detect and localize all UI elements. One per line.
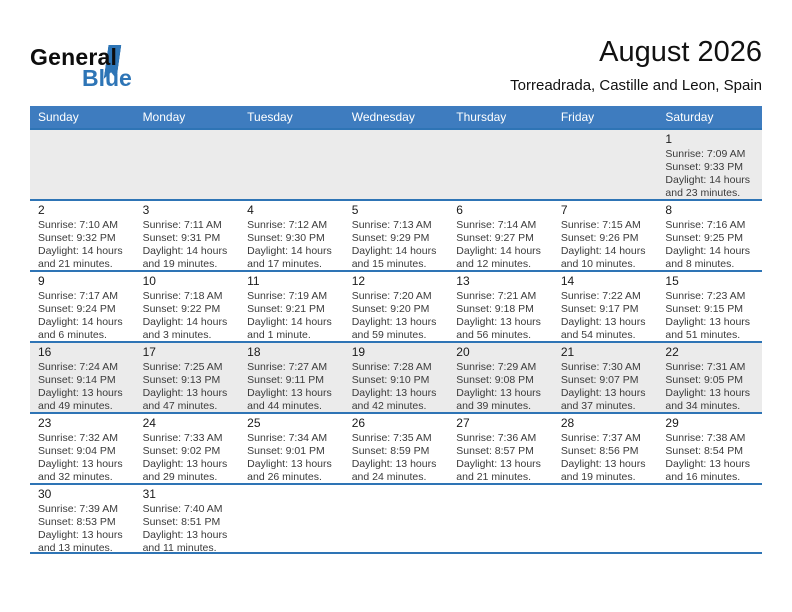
- sunrise-text: Sunrise: 7:14 AM: [456, 219, 537, 231]
- daylight-text-line2: and 39 minutes.: [456, 400, 531, 412]
- day-number: 14: [560, 274, 575, 288]
- calendar-grid: [30, 106, 762, 554]
- daylight-text-line1: Daylight: 14 hours: [665, 245, 751, 257]
- sunrise-text: Sunrise: 7:23 AM: [665, 290, 746, 302]
- sunrise-text: Sunrise: 7:20 AM: [351, 290, 432, 302]
- day-cell-5: [344, 201, 449, 270]
- day-cell-4: [239, 201, 344, 270]
- day-cell-6: [448, 201, 553, 270]
- day-number: 26: [351, 416, 366, 430]
- daylight-text-line2: and 19 minutes.: [560, 471, 636, 483]
- sunset-text: Sunset: 8:51 PM: [142, 516, 221, 528]
- daylight-text-line1: Daylight: 14 hours: [38, 316, 123, 328]
- day-cell-14: [553, 272, 658, 341]
- sunset-text: Sunset: 9:07 PM: [560, 374, 639, 386]
- weekday-header-monday: Monday: [142, 110, 186, 124]
- day-cell-31: [135, 485, 240, 552]
- daylight-text-line1: Daylight: 14 hours: [247, 316, 332, 328]
- day-cell-16: [30, 343, 135, 412]
- day-number: 27: [456, 416, 470, 430]
- day-number: 3: [142, 203, 150, 217]
- daylight-text-line2: and 21 minutes.: [456, 471, 531, 483]
- empty-cell: [239, 130, 344, 199]
- sunrise-text: Sunrise: 7:38 AM: [665, 432, 746, 444]
- empty-cell: [239, 485, 344, 552]
- week-row-2: [30, 199, 762, 270]
- day-cell-25: [239, 414, 344, 483]
- sunset-text: Sunset: 9:05 PM: [665, 374, 744, 386]
- daylight-text-line1: Daylight: 13 hours: [665, 458, 751, 470]
- daylight-text-line2: and 12 minutes.: [456, 258, 531, 270]
- sunset-text: Sunset: 9:32 PM: [38, 232, 116, 244]
- weekday-header-tuesday: Tuesday: [247, 110, 293, 124]
- daylight-text-line2: and 54 minutes.: [560, 329, 636, 341]
- month-title: August 2026: [599, 36, 762, 68]
- daylight-text-line1: Daylight: 14 hours: [456, 245, 541, 257]
- sunrise-text: Sunrise: 7:13 AM: [351, 219, 432, 231]
- sunset-text: Sunset: 9:11 PM: [247, 374, 324, 386]
- sunset-text: Sunset: 9:30 PM: [247, 232, 325, 244]
- empty-cell: [657, 485, 762, 552]
- header-titles: [510, 36, 762, 94]
- daylight-text-line2: and 11 minutes.: [142, 542, 217, 552]
- day-number: 24: [142, 416, 156, 430]
- logo-text-blue: Blue: [82, 65, 132, 91]
- sunset-text: Sunset: 9:14 PM: [38, 374, 116, 386]
- daylight-text-line1: Daylight: 13 hours: [665, 316, 751, 328]
- sunrise-text: Sunrise: 7:12 AM: [247, 219, 328, 231]
- daylight-text-line1: Daylight: 13 hours: [142, 387, 228, 399]
- sunset-text: Sunset: 9:33 PM: [665, 161, 744, 173]
- empty-cell: [553, 485, 658, 552]
- day-number: 23: [38, 416, 52, 430]
- daylight-text-line2: and 1 minute.: [247, 329, 311, 341]
- daylight-text-line1: Daylight: 13 hours: [38, 529, 123, 541]
- weekday-header-wednesday: Wednesday: [351, 110, 415, 124]
- daylight-text-line1: Daylight: 13 hours: [38, 387, 123, 399]
- daylight-text-line1: Daylight: 13 hours: [665, 387, 751, 399]
- sunset-text: Sunset: 8:56 PM: [560, 445, 639, 457]
- week-row-3: [30, 270, 762, 341]
- sunset-text: Sunset: 9:17 PM: [560, 303, 639, 315]
- day-number: 7: [560, 203, 568, 217]
- day-cell-18: [239, 343, 344, 412]
- sunrise-text: Sunrise: 7:28 AM: [351, 361, 432, 373]
- sunrise-text: Sunrise: 7:30 AM: [560, 361, 641, 373]
- sunset-text: Sunset: 9:02 PM: [142, 445, 221, 457]
- empty-cell: [135, 130, 240, 199]
- week-row-5: [30, 412, 762, 483]
- day-cell-1: [657, 130, 762, 199]
- sunset-text: Sunset: 9:21 PM: [247, 303, 325, 315]
- sunrise-text: Sunrise: 7:21 AM: [456, 290, 537, 302]
- day-number: 8: [665, 203, 673, 217]
- day-cell-26: [344, 414, 449, 483]
- day-number: 2: [38, 203, 45, 217]
- day-cell-13: [448, 272, 553, 341]
- sunset-text: Sunset: 9:15 PM: [665, 303, 744, 315]
- sunrise-text: Sunrise: 7:29 AM: [456, 361, 537, 373]
- day-number: 12: [351, 274, 366, 288]
- logo-text-general: General: [30, 44, 118, 70]
- daylight-text-line2: and 24 minutes.: [351, 471, 427, 483]
- sunrise-text: Sunrise: 7:31 AM: [665, 361, 746, 373]
- sunrise-text: Sunrise: 7:19 AM: [247, 290, 328, 302]
- sunrise-text: Sunrise: 7:34 AM: [247, 432, 328, 444]
- day-number: 21: [560, 345, 575, 359]
- sunset-text: Sunset: 9:29 PM: [351, 232, 430, 244]
- daylight-text-line2: and 17 minutes.: [247, 258, 322, 270]
- empty-cell: [30, 130, 135, 199]
- daylight-text-line1: Daylight: 13 hours: [560, 387, 646, 399]
- sunrise-text: Sunrise: 7:22 AM: [560, 290, 641, 302]
- day-number: 30: [38, 487, 52, 501]
- sunset-text: Sunset: 8:54 PM: [665, 445, 744, 457]
- sunset-text: Sunset: 9:18 PM: [456, 303, 534, 315]
- daylight-text-line2: and 51 minutes.: [665, 329, 741, 341]
- empty-cell: [344, 485, 449, 552]
- location-subtitle: Torreadrada, Castille and Leon, Spain: [510, 77, 762, 94]
- daylight-text-line2: and 42 minutes.: [351, 400, 427, 412]
- day-number: 18: [247, 345, 261, 359]
- daylight-text-line2: and 59 minutes.: [351, 329, 427, 341]
- day-number: 31: [142, 487, 156, 501]
- daylight-text-line1: Daylight: 14 hours: [142, 316, 228, 328]
- sunset-text: Sunset: 9:01 PM: [247, 445, 325, 457]
- day-number: 10: [142, 274, 156, 288]
- daylight-text-line2: and 21 minutes.: [38, 258, 113, 270]
- day-cell-12: [344, 272, 449, 341]
- daylight-text-line1: Daylight: 14 hours: [351, 245, 437, 257]
- weekday-header-row: [30, 106, 762, 128]
- day-cell-28: [553, 414, 658, 483]
- sunrise-text: Sunrise: 7:15 AM: [560, 219, 641, 231]
- sunset-text: Sunset: 9:13 PM: [142, 374, 221, 386]
- daylight-text-line2: and 56 minutes.: [456, 329, 531, 341]
- day-number: 19: [351, 345, 366, 359]
- daylight-text-line1: Daylight: 13 hours: [456, 387, 541, 399]
- day-cell-15: [657, 272, 762, 341]
- day-number: 4: [247, 203, 254, 217]
- daylight-text-line1: Daylight: 14 hours: [665, 174, 751, 186]
- daylight-text-line1: Daylight: 13 hours: [351, 316, 437, 328]
- day-number: 16: [38, 345, 52, 359]
- sunset-text: Sunset: 8:53 PM: [38, 516, 116, 528]
- daylight-text-line1: Daylight: 13 hours: [351, 387, 437, 399]
- sunset-text: Sunset: 9:22 PM: [142, 303, 221, 315]
- sunrise-text: Sunrise: 7:40 AM: [142, 503, 223, 515]
- day-cell-23: [30, 414, 135, 483]
- week-row-1: [30, 128, 762, 199]
- sunset-text: Sunset: 9:04 PM: [38, 445, 116, 457]
- daylight-text-line1: Daylight: 13 hours: [38, 458, 123, 470]
- daylight-text-line1: Daylight: 13 hours: [560, 316, 646, 328]
- weekday-header-sunday: Sunday: [38, 110, 79, 124]
- daylight-text-line1: Daylight: 13 hours: [247, 458, 332, 470]
- daylight-text-line1: Daylight: 13 hours: [247, 387, 332, 399]
- day-number: 20: [456, 345, 470, 359]
- sunrise-text: Sunrise: 7:09 AM: [665, 148, 746, 160]
- daylight-text-line1: Daylight: 13 hours: [560, 458, 646, 470]
- day-number: 1: [665, 132, 673, 146]
- day-cell-9: [30, 272, 135, 341]
- sunset-text: Sunset: 9:10 PM: [351, 374, 430, 386]
- day-number: 22: [665, 345, 679, 359]
- daylight-text-line1: Daylight: 14 hours: [247, 245, 332, 257]
- sunset-text: Sunset: 9:20 PM: [351, 303, 430, 315]
- empty-cell: [448, 485, 553, 552]
- weekday-header-thursday: Thursday: [456, 110, 507, 124]
- sunrise-text: Sunrise: 7:36 AM: [456, 432, 537, 444]
- day-cell-11: [239, 272, 344, 341]
- daylight-text-line2: and 34 minutes.: [665, 400, 741, 412]
- day-cell-22: [657, 343, 762, 412]
- daylight-text-line2: and 15 minutes.: [351, 258, 427, 270]
- day-cell-7: [553, 201, 658, 270]
- sunrise-text: Sunrise: 7:39 AM: [38, 503, 118, 515]
- sunrise-text: Sunrise: 7:17 AM: [38, 290, 118, 302]
- weeks-container: [30, 128, 762, 554]
- daylight-text-line1: Daylight: 14 hours: [560, 245, 646, 257]
- weekday-header-saturday: Saturday: [665, 110, 714, 124]
- sunrise-text: Sunrise: 7:25 AM: [142, 361, 223, 373]
- daylight-text-line2: and 23 minutes.: [665, 187, 741, 199]
- sunrise-text: Sunrise: 7:24 AM: [38, 361, 118, 373]
- sunrise-text: Sunrise: 7:37 AM: [560, 432, 641, 444]
- daylight-text-line2: and 19 minutes.: [142, 258, 218, 270]
- empty-cell: [344, 130, 449, 199]
- daylight-text-line2: and 8 minutes.: [665, 258, 735, 270]
- daylight-text-line2: and 49 minutes.: [38, 400, 113, 412]
- daylight-text-line1: Daylight: 13 hours: [142, 529, 228, 541]
- day-number: 28: [560, 416, 575, 430]
- daylight-text-line1: Daylight: 13 hours: [142, 458, 228, 470]
- sunset-text: Sunset: 9:27 PM: [456, 232, 534, 244]
- sunrise-text: Sunrise: 7:16 AM: [665, 219, 746, 231]
- day-cell-3: [135, 201, 240, 270]
- day-cell-27: [448, 414, 553, 483]
- daylight-text-line1: Daylight: 14 hours: [38, 245, 123, 257]
- day-number: 6: [456, 203, 463, 217]
- day-cell-10: [135, 272, 240, 341]
- day-number: 29: [665, 416, 679, 430]
- empty-cell: [448, 130, 553, 199]
- daylight-text-line2: and 29 minutes.: [142, 471, 218, 483]
- weekday-header-friday: Friday: [560, 110, 595, 124]
- day-number: 13: [456, 274, 470, 288]
- daylight-text-line2: and 37 minutes.: [560, 400, 636, 412]
- daylight-text-line2: and 6 minutes.: [38, 329, 107, 341]
- empty-cell: [553, 130, 658, 199]
- day-cell-29: [657, 414, 762, 483]
- day-cell-20: [448, 343, 553, 412]
- sunrise-text: Sunrise: 7:27 AM: [247, 361, 328, 373]
- sunset-text: Sunset: 9:08 PM: [456, 374, 534, 386]
- sunrise-text: Sunrise: 7:18 AM: [142, 290, 223, 302]
- daylight-text-line2: and 32 minutes.: [38, 471, 113, 483]
- sunrise-text: Sunrise: 7:33 AM: [142, 432, 223, 444]
- day-cell-21: [553, 343, 658, 412]
- sunrise-text: Sunrise: 7:10 AM: [38, 219, 118, 231]
- sunset-text: Sunset: 9:31 PM: [142, 232, 221, 244]
- day-cell-17: [135, 343, 240, 412]
- sunset-text: Sunset: 8:57 PM: [456, 445, 534, 457]
- sunrise-text: Sunrise: 7:32 AM: [38, 432, 118, 444]
- day-cell-30: [30, 485, 135, 552]
- day-number: 9: [38, 274, 45, 288]
- day-cell-24: [135, 414, 240, 483]
- sunset-text: Sunset: 9:26 PM: [560, 232, 639, 244]
- day-number: 25: [247, 416, 261, 430]
- daylight-text-line2: and 13 minutes.: [38, 542, 113, 552]
- daylight-text-line2: and 16 minutes.: [665, 471, 741, 483]
- sunset-text: Sunset: 9:24 PM: [38, 303, 116, 315]
- sunset-text: Sunset: 9:25 PM: [665, 232, 744, 244]
- day-cell-19: [344, 343, 449, 412]
- sunset-text: Sunset: 8:59 PM: [351, 445, 430, 457]
- week-row-6: [30, 483, 762, 554]
- daylight-text-line2: and 44 minutes.: [247, 400, 322, 412]
- daylight-text-line1: Daylight: 14 hours: [142, 245, 228, 257]
- day-number: 17: [142, 345, 156, 359]
- daylight-text-line1: Daylight: 13 hours: [456, 316, 541, 328]
- daylight-text-line2: and 3 minutes.: [142, 329, 212, 341]
- general-blue-logo: [30, 44, 170, 96]
- day-number: 11: [247, 274, 260, 288]
- day-cell-2: [30, 201, 135, 270]
- day-number: 15: [665, 274, 679, 288]
- sunrise-text: Sunrise: 7:11 AM: [142, 219, 222, 231]
- daylight-text-line2: and 26 minutes.: [247, 471, 322, 483]
- daylight-text-line2: and 47 minutes.: [142, 400, 218, 412]
- day-number: 5: [351, 203, 359, 217]
- week-row-4: [30, 341, 762, 412]
- daylight-text-line2: and 10 minutes.: [560, 258, 636, 270]
- daylight-text-line1: Daylight: 13 hours: [456, 458, 541, 470]
- day-cell-8: [657, 201, 762, 270]
- sunrise-text: Sunrise: 7:35 AM: [351, 432, 432, 444]
- daylight-text-line1: Daylight: 13 hours: [351, 458, 437, 470]
